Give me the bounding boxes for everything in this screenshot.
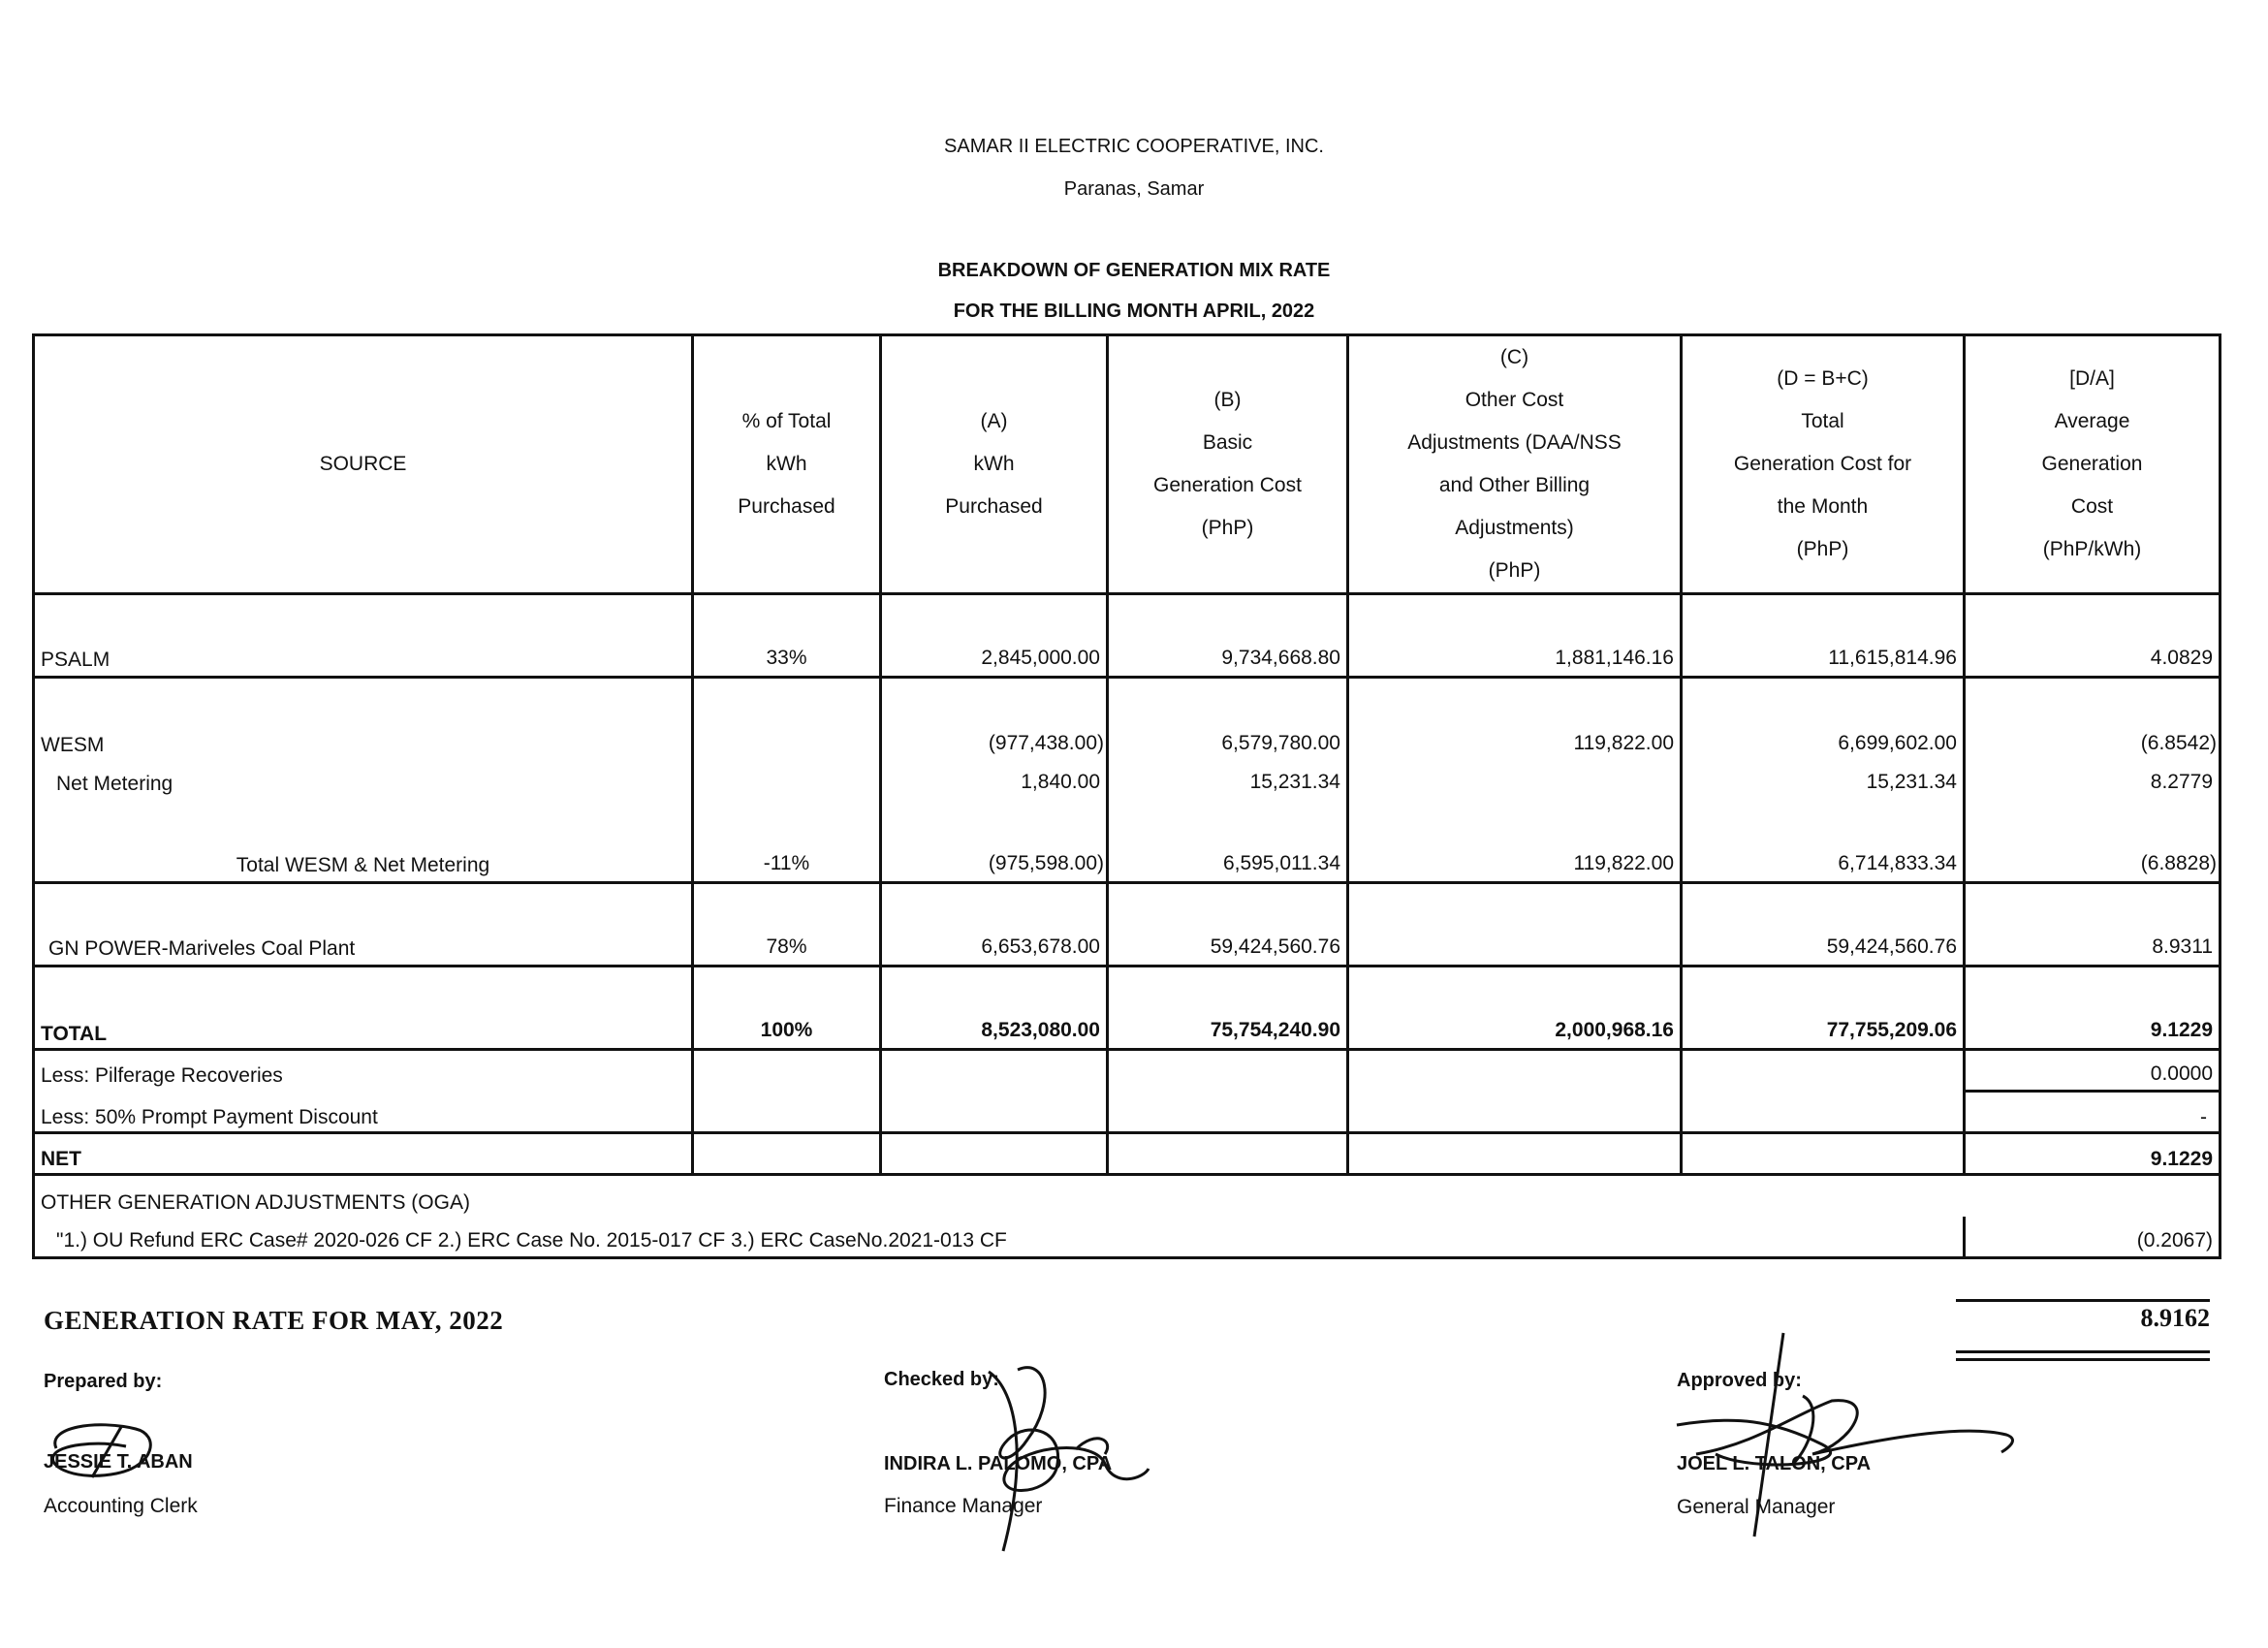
row-avg: 0.0000 (1965, 1050, 2221, 1092)
row-avg: 9.1229 (1965, 967, 2221, 1050)
row-kwh: (975,598.00) (881, 802, 1108, 883)
prepared-by-label: Prepared by: (44, 1371, 163, 1392)
oga-detail: "1.) OU Refund ERC Case# 2020-026 CF 2.) ERC Case No. 2015-017 CF 3.) ERC CaseNo.2021-013 CF (34, 1217, 1965, 1258)
checked-name: INDIRA L. PALOMO, CPA (884, 1453, 1113, 1474)
generation-mix-table (32, 333, 2221, 1259)
row-source: PSALM (34, 594, 693, 678)
table-row (34, 1050, 2221, 1092)
oga-value: (0.2067) (1965, 1217, 2221, 1258)
generation-rate-label: GENERATION RATE FOR MAY, 2022 (44, 1306, 504, 1335)
col-header-kwh: (A) kWh Purchased (881, 335, 1108, 594)
row-source: GN POWER-Mariveles Coal Plant (34, 883, 693, 967)
row-basic: 9,734,668.80 (1108, 594, 1348, 678)
row-pct (693, 678, 881, 759)
row-basic: 15,231.34 (1108, 759, 1348, 802)
row-avg: 9.1229 (1965, 1133, 2221, 1175)
table-row (34, 1092, 2221, 1133)
row-kwh: 1,840.00 (881, 759, 1108, 802)
row-other: 2,000,968.16 (1348, 967, 1682, 1050)
table-row (34, 883, 2221, 967)
oga-title: OTHER GENERATION ADJUSTMENTS (OGA) (34, 1175, 2221, 1217)
row-pct: 33% (693, 594, 881, 678)
col-header-source: SOURCE (34, 335, 693, 594)
table-row (34, 759, 2221, 802)
approved-by-label: Approved by: (1677, 1370, 1802, 1391)
row-basic: 6,579,780.00 (1108, 678, 1348, 759)
approved-title: General Manager (1677, 1496, 1836, 1518)
row-source: TOTAL (34, 967, 693, 1050)
row-basic: 75,754,240.90 (1108, 967, 1348, 1050)
table-row (34, 594, 2221, 678)
document-title: BREAKDOWN OF GENERATION MIX RATE (937, 260, 1331, 281)
row-total: 6,714,833.34 (1682, 802, 1965, 883)
table-row-oga-detail (34, 1217, 2221, 1258)
table-row (34, 802, 2221, 883)
table-row-total (34, 967, 2221, 1050)
col-header-other: (C) Other Cost Adjustments (DAA/NSS and Other Billing Adjustments) (PhP) (1348, 335, 1682, 594)
row-avg: 4.0829 (1965, 594, 2221, 678)
table-row-oga-title (34, 1175, 2221, 1217)
row-avg: 8.2779 (1965, 759, 2221, 802)
row-other: 119,822.00 (1348, 802, 1682, 883)
row-source: Less: 50% Prompt Payment Discount (34, 1092, 693, 1133)
row-pct: -11% (693, 802, 881, 883)
row-total: 11,615,814.96 (1682, 594, 1965, 678)
document-subtitle: FOR THE BILLING MONTH APRIL, 2022 (953, 301, 1315, 322)
row-pct: 78% (693, 883, 881, 967)
col-header-total: (D = B+C) Total Generation Cost for the Month (PhP) (1682, 335, 1965, 594)
row-source: NET (34, 1133, 693, 1175)
col-header-avg: [D/A] Average Generation Cost (PhP/kWh) (1965, 335, 2221, 594)
row-total: 6,699,602.00 (1682, 678, 1965, 759)
row-other (1348, 883, 1682, 967)
approved-name: JOEL L. TALON, CPA (1677, 1453, 1872, 1474)
row-total: 77,755,209.06 (1682, 967, 1965, 1050)
table-header-row (34, 335, 2221, 594)
generation-rate-value: 8.9162 (2140, 1304, 2210, 1332)
row-kwh: 8,523,080.00 (881, 967, 1108, 1050)
row-avg: (6.8542) (1965, 678, 2221, 759)
row-kwh: (977,438.00) (881, 678, 1108, 759)
row-other: 119,822.00 (1348, 678, 1682, 759)
checked-by-label: Checked by: (884, 1369, 999, 1390)
company-name: SAMAR II ELECTRIC COOPERATIVE, INC. (944, 136, 1324, 157)
row-kwh: 2,845,000.00 (881, 594, 1108, 678)
table-row (34, 678, 2221, 759)
row-avg: 8.9311 (1965, 883, 2221, 967)
row-kwh: 6,653,678.00 (881, 883, 1108, 967)
prepared-name: JESSIE T. ABAN (44, 1451, 193, 1473)
row-avg: - (1965, 1092, 2221, 1133)
row-other: 1,881,146.16 (1348, 594, 1682, 678)
row-basic: 59,424,560.76 (1108, 883, 1348, 967)
col-header-pct: % of Total kWh Purchased (693, 335, 881, 594)
row-basic: 6,595,011.34 (1108, 802, 1348, 883)
prepared-title: Accounting Clerk (44, 1495, 198, 1517)
company-location: Paranas, Samar (1063, 178, 1205, 200)
table-row-net (34, 1133, 2221, 1175)
row-source: Total WESM & Net Metering (34, 802, 693, 883)
checked-title: Finance Manager (884, 1495, 1043, 1517)
row-avg: (6.8828) (1965, 802, 2221, 883)
row-total: 59,424,560.76 (1682, 883, 1965, 967)
col-header-basic: (B) Basic Generation Cost (PhP) (1108, 335, 1348, 594)
rate-top-rule (1956, 1299, 2210, 1302)
row-total: 15,231.34 (1682, 759, 1965, 802)
row-source: WESM (34, 678, 693, 759)
row-source: Net Metering (34, 759, 693, 802)
row-source: Less: Pilferage Recoveries (34, 1050, 693, 1092)
row-pct (693, 759, 881, 802)
row-other (1348, 759, 1682, 802)
row-pct: 100% (693, 967, 881, 1050)
